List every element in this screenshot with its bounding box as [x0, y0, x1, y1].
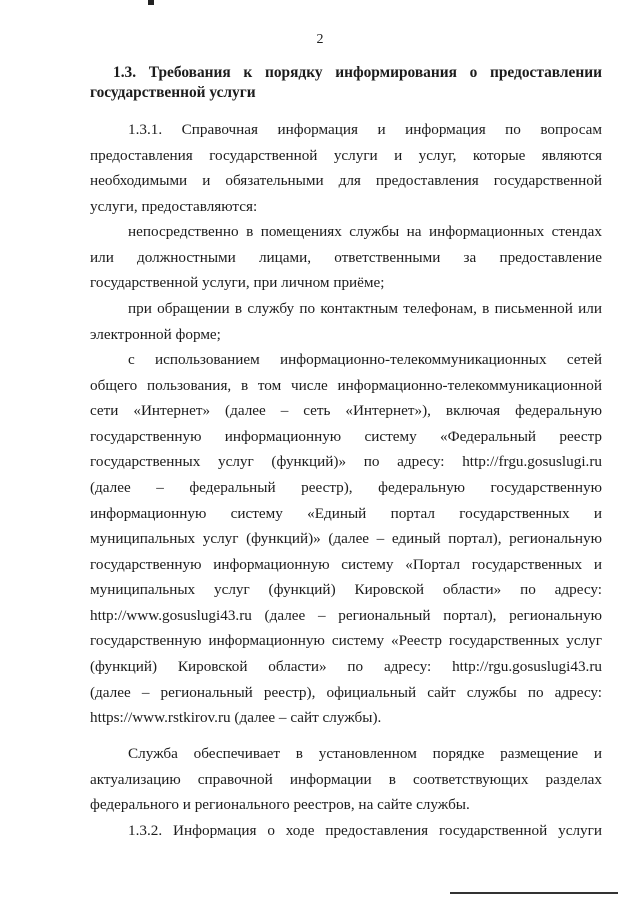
section-heading-line-2: государственной услуги	[90, 84, 256, 101]
paragraph-line: муниципальных услуг (функций)» (далее – единый портал), региональную	[90, 530, 602, 547]
paragraph-line: http://www.gosuslugi43.ru (далее – региональный портал), региональную	[90, 607, 602, 624]
paragraph-line: (далее – региональный реестр), официальный сайт службы по адресу:	[90, 684, 602, 701]
paragraph-line: при обращении в службу по контактным телефонам, в письменной или	[128, 300, 602, 317]
paragraph-line: с использованием информационно-телекоммуникационных сетей	[128, 351, 602, 368]
paragraph-line: государственных услуг (функций)» по адресу: http://frgu.gosuslugi.ru	[90, 453, 602, 470]
paragraph-line: или должностными лицами, ответственными за предоставление	[90, 249, 602, 266]
paragraph-line: https://www.rstkirov.ru (далее – сайт службы).	[90, 709, 382, 726]
paragraph-line: государственную информационную систему «Федеральный реестр	[90, 428, 602, 445]
paragraph-line: необходимыми и обязательными для предоставления государственной	[90, 172, 602, 189]
paragraph-line: государственную информационную систему «Реестр государственных услуг	[90, 632, 602, 649]
paragraph-line: государственной услуги, при личном приёме;	[90, 274, 385, 291]
paragraph-line: (функций) Кировской области» по адресу: http://rgu.gosuslugi43.ru	[90, 658, 602, 675]
paragraph-line: непосредственно в помещениях службы на информационных стендах	[128, 223, 602, 240]
paragraph-line: сети «Интернет» (далее – сеть «Интернет»), включая федеральную	[90, 402, 602, 419]
scan-artifact-line	[450, 892, 618, 894]
paragraph-line: федерального и регионального реестров, на сайте службы.	[90, 796, 470, 813]
paragraph-line: государственную информационную систему «Портал государственных и	[90, 556, 602, 573]
scan-mark	[148, 0, 154, 5]
paragraph-line: общего пользования, в том числе информационно-телекоммуникационной	[90, 377, 602, 394]
paragraph-line: 1.3.2. Информация о ходе предоставления государственной услуги	[128, 822, 602, 839]
paragraph-line: (далее – федеральный реестр), федеральную государственную	[90, 479, 602, 496]
paragraph-line: электронной форме;	[90, 326, 221, 343]
paragraph-line: муниципальных услуг (функций) Кировской области» по адресу:	[90, 581, 602, 598]
paragraph-line: актуализацию справочной информации в соответствующих разделах	[90, 771, 602, 788]
paragraph-line: услуги, предоставляются:	[90, 198, 258, 215]
page-number: 2	[316, 32, 324, 47]
paragraph-line: Служба обеспечивает в установленном порядке размещение и	[128, 745, 602, 762]
section-heading-line-1: 1.3. Требования к порядку информирования о предоставлении	[113, 64, 602, 81]
paragraph-line: 1.3.1. Справочная информация и информация по вопросам	[128, 121, 602, 138]
paragraph-line: предоставления государственной услуги и услуг, которые являются	[90, 147, 602, 164]
paragraph-line: информационную систему «Единый портал государственных и	[90, 505, 602, 522]
